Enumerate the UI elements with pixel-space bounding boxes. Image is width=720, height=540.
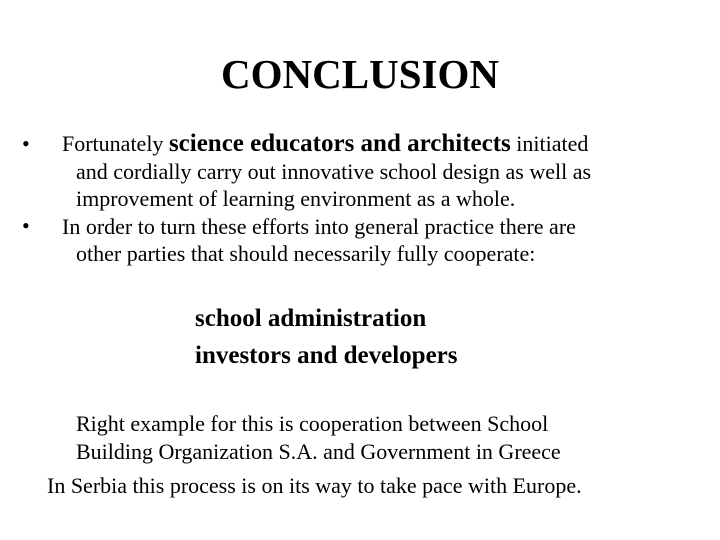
bullet-1-line-1 (62, 130, 588, 157)
bullet-icon: • (22, 131, 30, 156)
closing-line-2: Building Organization S.A. and Government in Greece (76, 439, 561, 464)
bullet-1-line-3: improvement of learning environment as a whole. (76, 186, 516, 211)
party-item: investors and developers (195, 342, 458, 369)
slide-title: CONCLUSION (221, 51, 499, 97)
emphasis-text: science educators and architects (168, 130, 511, 157)
text: initiated (510, 131, 589, 156)
bullet-1-line-2: and cordially carry out innovative school design as well as (76, 159, 592, 184)
bullet-icon: • (22, 213, 30, 238)
bullet-2-line-2: other parties that should necessarily fully cooperate: (76, 241, 536, 266)
bullet-2-line-1: In order to turn these efforts into general practice there are (62, 214, 576, 239)
party-item: school administration (195, 305, 427, 332)
closing-line-1: Right example for this is cooperation between School (76, 411, 549, 436)
text: Fortunately (62, 131, 169, 156)
closing-line-3: In Serbia this process is on its way to take pace with Europe. (47, 473, 582, 498)
